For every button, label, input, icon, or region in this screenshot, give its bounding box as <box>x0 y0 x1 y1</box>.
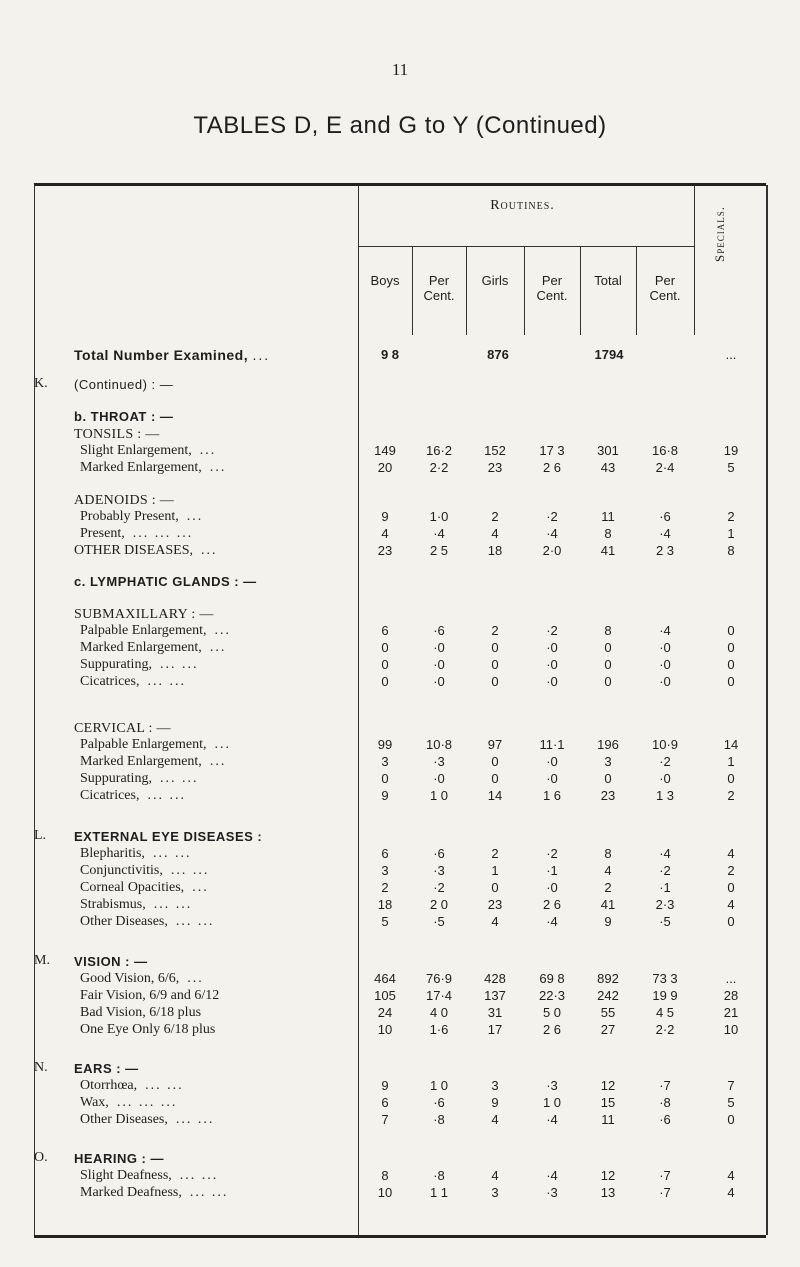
table-cell: 0 <box>727 880 735 895</box>
table-cell: ·6 <box>433 846 445 861</box>
table-cell: 76·9 <box>425 971 453 986</box>
table-cell: 12 <box>600 1168 616 1183</box>
table-cell: ·8 <box>433 1168 445 1183</box>
column-divider <box>636 247 637 335</box>
table-cell: 43 <box>600 460 616 475</box>
table-cell: ·2 <box>659 754 671 769</box>
row-label: Fair Vision, 6/9 and 6/12 <box>80 988 220 1003</box>
table-cell: 18 <box>377 897 393 912</box>
table-cell: 1 <box>727 526 735 541</box>
table-cell: 18 <box>487 543 503 558</box>
table-cell: ·0 <box>659 640 671 655</box>
table-cell: 2 <box>381 880 389 895</box>
table-cell: ·6 <box>433 623 445 638</box>
table-cell: 14 <box>723 737 739 752</box>
table-cell: 3 <box>604 754 612 769</box>
table-cell: ·4 <box>546 1112 558 1127</box>
table-cell: ·0 <box>546 640 558 655</box>
table-cell: 19 <box>723 443 739 458</box>
table-cell: 31 <box>487 1005 503 1020</box>
row-label: Marked Deafness, ... ... <box>80 1185 229 1200</box>
adenoids-heading: ADENOIDS : — <box>74 493 175 508</box>
section-n-letter: N. <box>34 1060 48 1075</box>
submaxillary-heading: SUBMAXILLARY : — <box>74 607 214 622</box>
row-label: Corneal Opacities, ... <box>80 880 209 895</box>
table-cell: 5 <box>381 914 389 929</box>
row-label: One Eye Only 6/18 plus <box>80 1022 216 1037</box>
table-cell: 3 <box>491 1078 499 1093</box>
table-cell: 3 <box>491 1185 499 1200</box>
row-label: Palpable Enlargement, ... <box>80 623 231 638</box>
table-cell: 2 <box>491 623 499 638</box>
row-label: Other Diseases, ... ... <box>80 914 215 929</box>
table-cell: 5 <box>727 1095 735 1110</box>
column-divider <box>524 247 525 335</box>
table-cell: 8 <box>381 1168 389 1183</box>
table-bottom-rule <box>34 1235 766 1238</box>
table-cell: 0 <box>604 640 612 655</box>
table-cell: 2 3 <box>655 543 675 558</box>
table-cell: ·4 <box>659 526 671 541</box>
section-k-heading: (Continued) : — <box>74 377 174 392</box>
column-header-girls: Girls <box>481 273 509 288</box>
table-cell: 9 <box>491 1095 499 1110</box>
table-cell: 0 <box>491 880 499 895</box>
table-cell: 20 <box>377 460 393 475</box>
row-label: Bad Vision, 6/18 plus <box>80 1005 202 1020</box>
section-throat-heading: b. THROAT : — <box>74 409 174 424</box>
table-cell: 2·3 <box>655 897 675 912</box>
table-cell: 4 5 <box>655 1005 675 1020</box>
table-cell: 1 0 <box>429 788 449 803</box>
table-cell: 0 <box>727 1112 735 1127</box>
table-cell: 301 <box>597 443 619 458</box>
column-header-boys: Boys <box>370 273 400 288</box>
column-header-girls-percent: Per Cent. <box>536 273 568 303</box>
section-m-letter: M. <box>34 953 50 968</box>
table-cell: 6 <box>381 846 389 861</box>
table-cell: 0 <box>381 657 389 672</box>
row-label: OTHER DISEASES, ... <box>74 543 218 558</box>
table-cell: ·2 <box>433 880 445 895</box>
table-cell: 105 <box>374 988 396 1003</box>
row-label: Probably Present, ... <box>80 509 204 524</box>
table-cell: ·4 <box>546 526 558 541</box>
table-cell: ·4 <box>546 914 558 929</box>
table-cell: 2 <box>727 863 735 878</box>
table-cell: 8 <box>604 526 612 541</box>
table-cell: 0 <box>727 657 735 672</box>
section-o-letter: O. <box>34 1150 48 1165</box>
routines-header: Routines. <box>490 198 555 213</box>
row-label: Palpable Enlargement, ... <box>80 737 231 752</box>
row-label: Marked Enlargement, ... <box>80 460 227 475</box>
table-cell: 9 <box>604 914 612 929</box>
table-cell: ·4 <box>659 846 671 861</box>
table-right-border <box>766 185 768 1235</box>
table-cell: 152 <box>484 443 506 458</box>
row-label: Blepharitis, ... ... <box>80 846 192 861</box>
table-top-rule <box>34 183 766 186</box>
table-cell: ·7 <box>659 1168 671 1183</box>
row-label: Conjunctivitis, ... ... <box>80 863 210 878</box>
table-cell: 9 <box>381 509 389 524</box>
table-cell: 0 <box>491 754 499 769</box>
table-cell: 5 0 <box>542 1005 562 1020</box>
table-cell: 149 <box>374 443 396 458</box>
table-cell: 0 <box>381 674 389 689</box>
total-examined-label: Total Number Examined, ... <box>74 347 271 363</box>
column-divider <box>694 185 695 335</box>
table-cell: 1 0 <box>429 1078 449 1093</box>
table-cell: ·1 <box>659 880 671 895</box>
table-cell: ... <box>725 971 737 986</box>
table-cell: 2 6 <box>542 897 562 912</box>
table-cell: 1·0 <box>429 509 449 524</box>
table-cell: 10·9 <box>651 737 679 752</box>
table-cell: ·1 <box>546 863 558 878</box>
table-cell: 4 <box>491 914 499 929</box>
table-cell: ·7 <box>659 1078 671 1093</box>
table-cell: 55 <box>600 1005 616 1020</box>
table-cell: 0 <box>604 674 612 689</box>
table-cell: 23 <box>600 788 616 803</box>
table-cell: 4 <box>381 526 389 541</box>
table-cell: 8 <box>604 623 612 638</box>
table-cell: 23 <box>377 543 393 558</box>
table-cell: 10 <box>377 1022 393 1037</box>
table-cell: 0 <box>381 771 389 786</box>
table-cell: 1 6 <box>542 788 562 803</box>
section-hearing-heading: HEARING : — <box>74 1151 164 1166</box>
column-header-total-percent: Per Cent. <box>649 273 681 303</box>
table-cell: 196 <box>597 737 619 752</box>
section-l-letter: L. <box>34 828 47 843</box>
page-title: TABLES D, E and G to Y (Continued) <box>193 112 607 139</box>
section-vision-heading: VISION : — <box>74 954 148 969</box>
table-cell: 0 <box>727 674 735 689</box>
row-label: Slight Deafness, ... ... <box>80 1168 219 1183</box>
table-cell: 4 <box>604 863 612 878</box>
table-cell: 0 <box>727 771 735 786</box>
table-cell: ·3 <box>546 1185 558 1200</box>
section-ears-heading: EARS : — <box>74 1061 139 1076</box>
cervical-heading: CERVICAL : — <box>74 721 171 736</box>
row-label: Marked Enlargement, ... <box>80 754 227 769</box>
total-boys: 9 8 <box>380 347 400 362</box>
table-cell: 0 <box>727 914 735 929</box>
table-cell: ·4 <box>433 526 445 541</box>
table-cell: ·6 <box>659 1112 671 1127</box>
table-cell: 4 0 <box>429 1005 449 1020</box>
row-label: Wax, ... ... ... <box>80 1095 178 1110</box>
table-cell: ·4 <box>659 623 671 638</box>
total-girls: 876 <box>487 347 509 362</box>
row-label: Slight Enlargement, ... <box>80 443 217 458</box>
table-cell: ·0 <box>546 880 558 895</box>
table-cell: 99 <box>377 737 393 752</box>
table-cell: ·2 <box>659 863 671 878</box>
table-cell: 0 <box>727 623 735 638</box>
tonsils-heading: TONSILS : — <box>74 427 160 442</box>
table-cell: ·0 <box>546 657 558 672</box>
table-cell: 6 <box>381 1095 389 1110</box>
table-cell: 4 <box>491 526 499 541</box>
row-label: Good Vision, 6/6, ... <box>80 971 204 986</box>
table-cell: 0 <box>491 640 499 655</box>
table-cell: 11 <box>601 1112 615 1127</box>
routines-underline <box>358 246 694 247</box>
table-cell: 8 <box>727 543 735 558</box>
table-cell: 0 <box>604 771 612 786</box>
total-specials: ... <box>725 347 737 362</box>
table-cell: 137 <box>484 988 506 1003</box>
table-cell: 2 <box>727 788 735 803</box>
table-cell: 892 <box>597 971 619 986</box>
table-cell: 1 <box>491 863 499 878</box>
table-cell: 1 0 <box>542 1095 562 1110</box>
table-cell: 2 6 <box>542 1022 562 1037</box>
table-cell: 23 <box>487 897 503 912</box>
table-cell: 4 <box>491 1168 499 1183</box>
column-header-total: Total <box>594 273 622 288</box>
table-cell: 3 <box>381 863 389 878</box>
table-cell: 10 <box>723 1022 739 1037</box>
section-eye-heading: EXTERNAL EYE DISEASES : <box>74 829 263 844</box>
section-lymphatic-heading: c. LYMPHATIC GLANDS : — <box>74 574 257 589</box>
table-cell: 0 <box>491 674 499 689</box>
table-cell: 1 3 <box>655 788 675 803</box>
row-label: Cicatrices, ... ... <box>80 788 186 803</box>
row-label: Present, ... ... ... <box>80 526 194 541</box>
table-cell: 4 <box>491 1112 499 1127</box>
table-cell: 11 <box>601 509 615 524</box>
row-label: Suppurating, ... ... <box>80 771 199 786</box>
table-cell: 1 <box>727 754 735 769</box>
table-cell: 27 <box>600 1022 616 1037</box>
table-cell: 73 3 <box>652 971 678 986</box>
table-cell: 8 <box>604 846 612 861</box>
table-cell: 16·8 <box>651 443 679 458</box>
table-cell: 41 <box>600 897 616 912</box>
table-cell: 7 <box>381 1112 389 1127</box>
table-cell: 19 9 <box>652 988 678 1003</box>
table-cell: ·0 <box>659 771 671 786</box>
table-cell: 1 1 <box>429 1185 449 1200</box>
table-cell: 17·4 <box>425 988 453 1003</box>
table-cell: 4 <box>727 846 735 861</box>
table-cell: 1·6 <box>429 1022 449 1037</box>
table-cell: ·5 <box>659 914 671 929</box>
table-cell: 7 <box>727 1078 735 1093</box>
table-cell: ·7 <box>659 1185 671 1200</box>
table-cell: ·0 <box>433 674 445 689</box>
table-cell: 4 <box>727 897 735 912</box>
table-cell: 9 <box>381 1078 389 1093</box>
table-cell: 4 <box>727 1185 735 1200</box>
table-cell: 464 <box>374 971 396 986</box>
column-divider <box>358 185 359 1235</box>
table-cell: 24 <box>377 1005 393 1020</box>
table-cell: ·2 <box>546 623 558 638</box>
table-cell: 0 <box>381 640 389 655</box>
table-cell: ·5 <box>433 914 445 929</box>
table-cell: ·0 <box>433 640 445 655</box>
table-cell: ·0 <box>546 754 558 769</box>
table-cell: 12 <box>600 1078 616 1093</box>
table-cell: 2 0 <box>429 897 449 912</box>
row-label: Strabismus, ... ... <box>80 897 193 912</box>
table-cell: 2 5 <box>429 543 449 558</box>
table-cell: 6 <box>381 623 389 638</box>
table-cell: 0 <box>491 657 499 672</box>
table-cell: ·3 <box>433 863 445 878</box>
table-cell: 2 <box>491 509 499 524</box>
table-cell: ·0 <box>546 771 558 786</box>
table-cell: 242 <box>597 988 619 1003</box>
table-cell: 2 6 <box>542 460 562 475</box>
table-cell: 0 <box>727 640 735 655</box>
table-cell: 2·0 <box>542 543 562 558</box>
table-cell: 28 <box>723 988 739 1003</box>
table-left-border <box>34 185 35 1235</box>
table-cell: 14 <box>487 788 503 803</box>
row-label: Marked Enlargement, ... <box>80 640 227 655</box>
table-cell: ·0 <box>546 674 558 689</box>
table-cell: 2 <box>491 846 499 861</box>
row-label: Other Diseases, ... ... <box>80 1112 215 1127</box>
table-cell: 23 <box>487 460 503 475</box>
table-cell: 11·1 <box>539 737 565 752</box>
table-cell: 41 <box>600 543 616 558</box>
section-k-letter: K. <box>34 376 48 391</box>
table-cell: ·2 <box>546 846 558 861</box>
table-cell: 2 <box>727 509 735 524</box>
table-cell: ·6 <box>659 509 671 524</box>
table-cell: 0 <box>491 771 499 786</box>
table-cell: ·2 <box>546 509 558 524</box>
table-cell: 2 <box>604 880 612 895</box>
column-divider <box>466 247 467 335</box>
table-cell: 10·8 <box>425 737 453 752</box>
table-cell: 97 <box>487 737 503 752</box>
table-cell: 17 3 <box>539 443 565 458</box>
column-divider <box>412 247 413 335</box>
row-label: Otorrhœa, ... ... <box>80 1078 184 1093</box>
table-cell: 69 8 <box>539 971 565 986</box>
page-number: 11 <box>391 60 409 79</box>
table-cell: 2·2 <box>655 1022 675 1037</box>
table-cell: ·0 <box>433 771 445 786</box>
table-cell: ·0 <box>659 674 671 689</box>
row-label: Suppurating, ... ... <box>80 657 199 672</box>
table-cell: ·8 <box>433 1112 445 1127</box>
specials-header: Specials. <box>712 206 727 262</box>
table-cell: 428 <box>484 971 506 986</box>
column-header-boys-percent: Per Cent. <box>423 273 455 303</box>
row-label: Cicatrices, ... ... <box>80 674 186 689</box>
table-cell: 2·2 <box>429 460 449 475</box>
table-cell: ·3 <box>546 1078 558 1093</box>
table-cell: 17 <box>487 1022 503 1037</box>
table-cell: ·0 <box>659 657 671 672</box>
column-divider <box>580 247 581 335</box>
table-cell: 5 <box>727 460 735 475</box>
table-cell: 22·3 <box>538 988 566 1003</box>
table-cell: 2·4 <box>655 460 675 475</box>
table-cell: 9 <box>381 788 389 803</box>
total-total: 1794 <box>594 347 624 362</box>
table-cell: 16·2 <box>425 443 453 458</box>
table-cell: 21 <box>723 1005 739 1020</box>
table-cell: 4 <box>727 1168 735 1183</box>
table-cell: 13 <box>600 1185 616 1200</box>
table-cell: 3 <box>381 754 389 769</box>
table-cell: ·0 <box>433 657 445 672</box>
table-cell: 15 <box>600 1095 616 1110</box>
table-cell: ·6 <box>433 1095 445 1110</box>
table-cell: ·3 <box>433 754 445 769</box>
table-cell: 10 <box>377 1185 393 1200</box>
table-cell: ·8 <box>659 1095 671 1110</box>
table-cell: 0 <box>604 657 612 672</box>
table-cell: ·4 <box>546 1168 558 1183</box>
